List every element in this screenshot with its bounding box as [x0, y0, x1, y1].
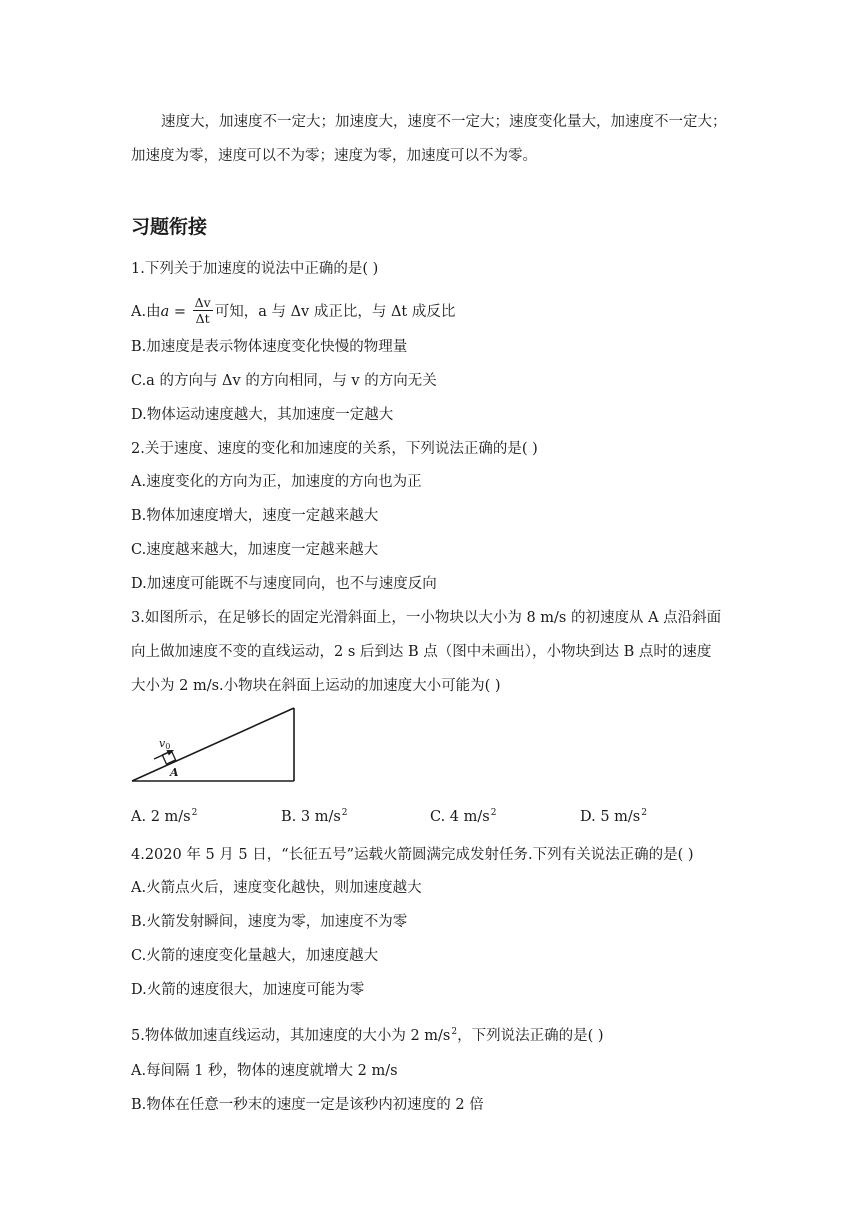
q1-a-variable: a — [160, 303, 170, 320]
q1-fraction-numerator: Δv — [194, 295, 211, 310]
q1-option-b: B.加速度是表示物体速度变化快慢的物理量 — [131, 339, 408, 355]
q4-option-d: D.火箭的速度很大，加速度可能为零 — [131, 982, 365, 998]
q1-option-a — [131, 296, 455, 327]
q1-option-d: D.物体运动速度越大，其加速度一定越大 — [131, 407, 394, 423]
q3-option-a: A. 2 $m/s^2$ — [131, 808, 198, 825]
q1-fraction-denominator: Δt — [195, 311, 210, 326]
q5-option-a: A.每间隔 1 秒，物体的速度就增大 2 m/s — [131, 1063, 398, 1079]
q4-option-c: C.火箭的速度变化量越大，加速度越大 — [131, 948, 379, 964]
intro-line-2: 加速度为零，速度可以不为零；速度为零，加速度可以不为零。 — [131, 148, 537, 164]
q1-fraction — [193, 295, 213, 326]
incline-figure — [128, 704, 300, 788]
q2-stem: 2.关于速度、速度的变化和加速度的关系，下列说法正确的是( ) — [131, 441, 538, 457]
q3-stem-line-2: 向上做加速度不变的直线运动，2 s 后到达 B 点（图中未画出），小物块到达 B 点时的速度 — [131, 644, 712, 660]
q1-a-prefix: A.由 — [131, 303, 161, 320]
q2-option-b: B.物体加速度增大，速度一定越来越大 — [131, 508, 379, 524]
q4-option-a: A.火箭点火后，速度变化越快，则加速度越大 — [131, 880, 422, 896]
section-title: 习题衔接 — [131, 216, 208, 238]
q1-a-equals: = — [169, 303, 191, 320]
intro-line-1: 速度大，加速度不一定大；加速度大，速度不一定大；速度变化量大，加速度不一定大； — [161, 114, 727, 130]
q1-stem: 1.下列关于加速度的说法中正确的是( ) — [131, 261, 379, 277]
q4-stem: 4.2020 年 5 月 5 日，“长征五号”运载火箭圆满完成发射任务.下列有关说法正确的是( ) — [131, 847, 694, 863]
q2-option-d: D.加速度可能既不与速度同向，也不与速度反向 — [131, 576, 437, 592]
q3-option-d: D. 5 $m/s^2$ — [580, 808, 647, 825]
q1-a-suffix: 可知，a 与 Δv 成正比，与 Δt 成反比 — [214, 303, 456, 320]
q5-option-b: B.物体在任意一秒末的速度一定是该秒内初速度的 2 倍 — [131, 1097, 484, 1113]
incline-slope-line — [132, 708, 294, 781]
q2-option-c: C.速度越来越大，加速度一定越来越大 — [131, 542, 379, 558]
q3-options — [131, 803, 731, 823]
q3-option-b: B. 3 $m/s^2$ — [281, 808, 348, 825]
v0-label: v0 — [159, 737, 171, 751]
point-a-label: A — [170, 766, 179, 779]
q3-stem-line-1: 3.如图所示，在足够长的固定光滑斜面上，一小物块以大小为 8 m/s 的初速度从 A 点沿斜面 — [131, 610, 722, 626]
q3-stem-line-3: 大小为 2 m/s.小物块在斜面上运动的加速度大小可能为( ) — [131, 678, 501, 694]
q3-option-c: C. 4 $m/s^2$ — [430, 808, 497, 825]
q5-stem: 5.物体做加速直线运动，其加速度的大小为 2 $m/s^2$，下列说法正确的是( ) — [131, 1027, 604, 1044]
q1-option-c: C.a 的方向与 Δv 的方向相同，与 v 的方向无关 — [131, 373, 437, 389]
q4-option-b: B.火箭发射瞬间，速度为零，加速度不为零 — [131, 914, 408, 930]
q2-option-a: A.速度变化的方向为正，加速度的方向也为正 — [131, 474, 422, 490]
